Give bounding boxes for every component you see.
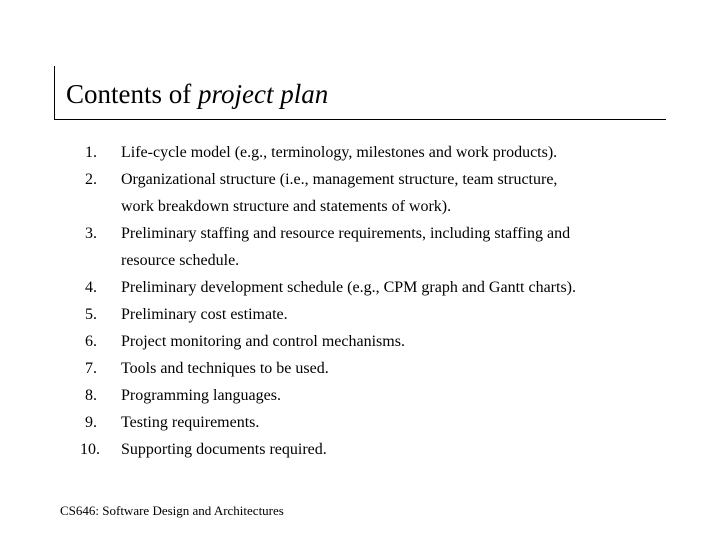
- list-item-text: Life-cycle model (e.g., terminology, milestones and work products).: [121, 144, 558, 161]
- slide-title-italic: project plan: [198, 79, 329, 109]
- project-plan-contents-list: [80, 139, 700, 463]
- list-item-text: Tools and techniques to be used.: [121, 360, 329, 377]
- list-item-number: 3.: [85, 225, 97, 242]
- list-item: [80, 301, 700, 328]
- list-item: [80, 139, 700, 166]
- list-item-number: 5.: [85, 306, 97, 323]
- list-item: [80, 382, 700, 409]
- list-item-text: Preliminary cost estimate.: [121, 306, 288, 323]
- list-item: [80, 355, 700, 382]
- list-item-number: 6.: [85, 333, 97, 350]
- list-item-text: Preliminary development schedule (e.g., CPM graph and Gantt charts).: [121, 279, 576, 296]
- list-item-text: Organizational structure (i.e., management structure, team structure, work breakdown structure and statements of work).: [121, 171, 558, 215]
- list-item: [80, 274, 700, 301]
- list-item-text: Testing requirements.: [121, 414, 260, 431]
- list-item-text: Supporting documents required.: [121, 441, 327, 458]
- list-item: [80, 166, 700, 220]
- slide-title-plain: Contents of: [66, 79, 198, 109]
- list-item: [80, 220, 700, 274]
- slide-title: [66, 77, 328, 111]
- list-item-number: 8.: [85, 387, 97, 404]
- list-item-number: 1.: [85, 144, 97, 161]
- list-item: [80, 436, 700, 463]
- title-rule-horizontal: [54, 119, 666, 120]
- list-item: [80, 328, 700, 355]
- list-item-number: 4.: [85, 279, 97, 296]
- title-rule-vertical: [54, 66, 55, 120]
- slide-footer: CS646: Software Design and Architectures: [60, 503, 284, 518]
- list-item-number: 10.: [80, 441, 100, 458]
- list-item-number: 9.: [85, 414, 97, 431]
- list-item-number: 2.: [85, 171, 97, 188]
- list-item-text: Project monitoring and control mechanisms.: [121, 333, 405, 350]
- list-item-number: 7.: [85, 360, 97, 377]
- list-item: [80, 409, 700, 436]
- list-item-text: Preliminary staffing and resource requirements, including staffing and resource schedule.: [121, 225, 571, 269]
- list-item-text: Programming languages.: [121, 387, 281, 404]
